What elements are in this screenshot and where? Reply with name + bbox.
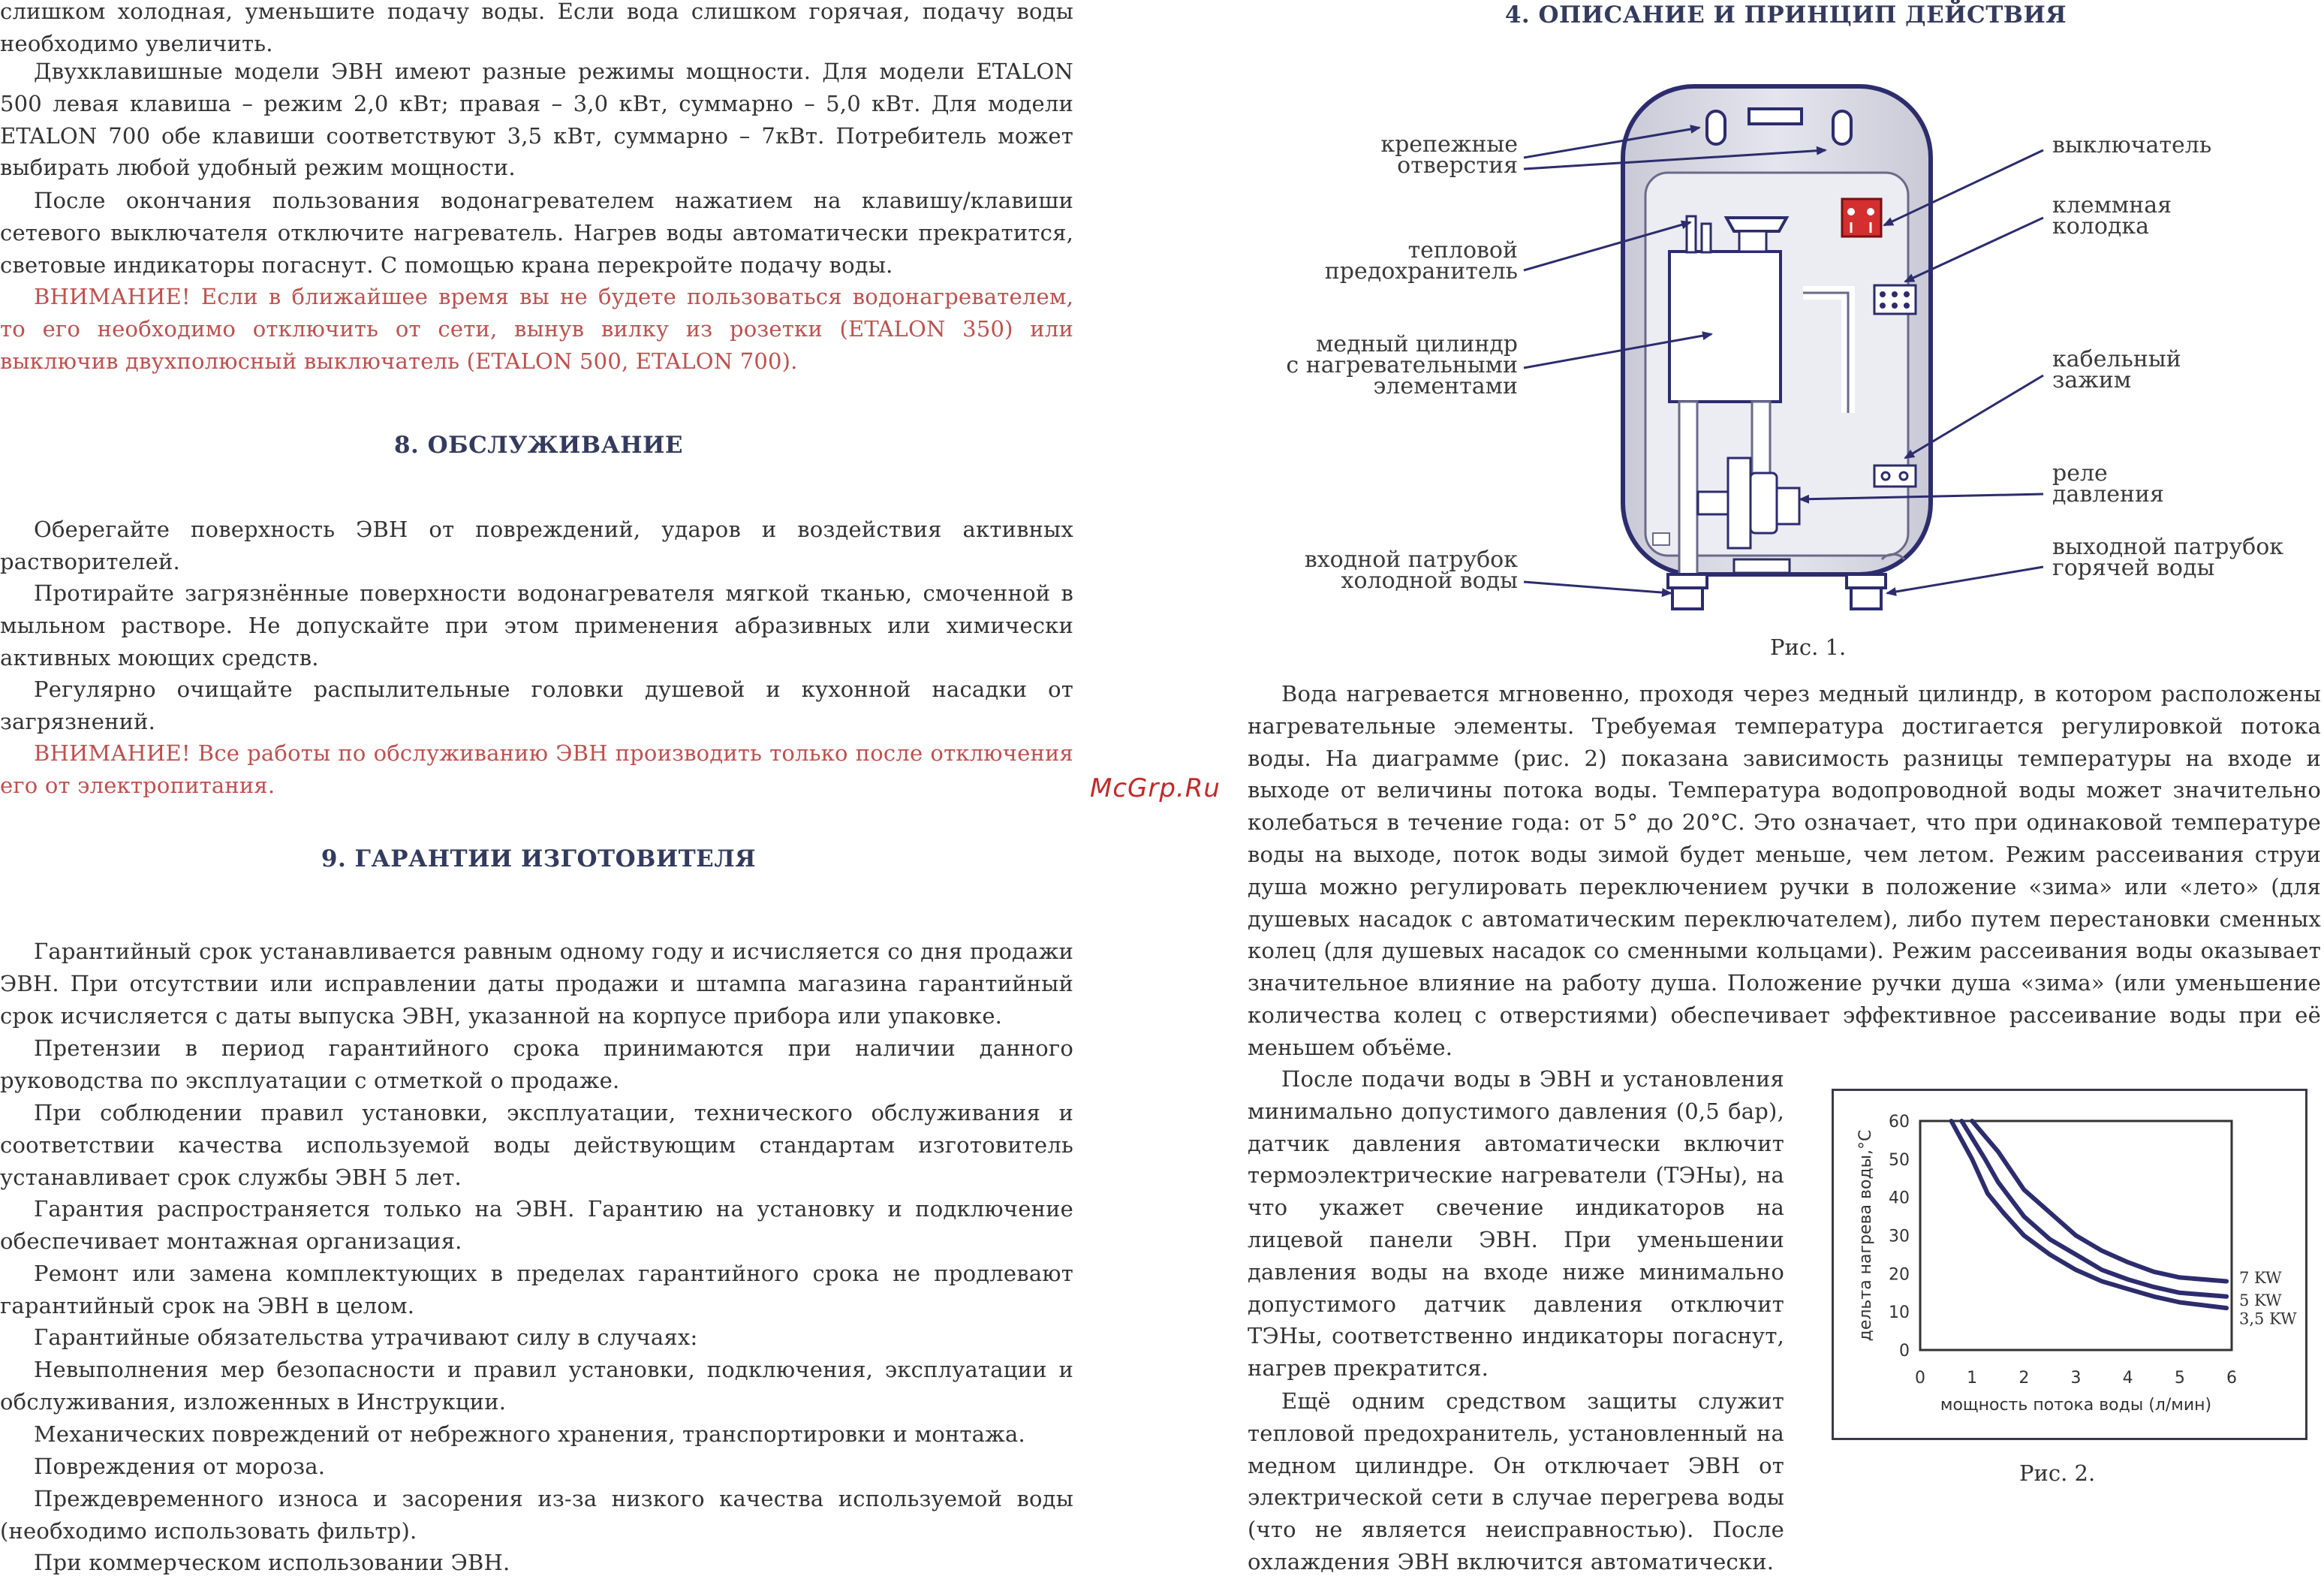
- label-outlet-1: выходной патрубок: [2052, 534, 2284, 560]
- paragraph-warranty-8: Механических повреждений от небрежного хранения, транспортировки и монтажа.: [34, 1421, 1025, 1447]
- figure-2-caption: Рис. 2.: [2019, 1460, 2096, 1486]
- label-mount-holes-2: отверстия: [1397, 152, 1518, 179]
- label-cable-2: зажим: [2052, 367, 2132, 393]
- paragraph-after-use: После окончания пользования водонагревателем нажатием на клавишу/клавиши сетевого выключателя отключите нагреватель. Нагрев воды автоматически прекратится, световые индикаторы погаснут. С помощью крана перекройте подачу воды.: [0, 188, 1073, 278]
- paragraph-warranty-1: Гарантийный срок устанавливается равным одному году и исчисляется со дня продажи ЭВН. При отсутствии или исправлении даты продажи и штампа магазина гарантийный срок исчисляется с даты выпуска ЭВН, указанной на корпусе прибора или упаковке.: [0, 939, 1073, 1029]
- paragraph-heating-principle: Вода нагревается мгновенно, проходя через медный цилиндр, в котором расположены нагревательные элементы. Требуемая температура достигается регулировкой потока воды. На диаграмме (рис. 2) показана зависимость разницы температуры на входе и выходе от величины потока воды. Температура водопроводной воды может значительно колебаться в течение года: от 5° до 20°С. Это означает, что при одинаковой температуре воды на выходе, поток воды зимой будет меньше, чем летом. Режим рассеивания струи душа можно регулировать переключением ручки в положение «зима» или «лето» (для душевых насадок с автоматическим переключателем), либо путем перестановки сменных колец (для душевых насадок со сменными кольцами). Режим рассеивания воды оказывает значительное влияние на работу душа. Положение ручки душа «зима» (или уменьшение количества колец с отверстиями) обеспечивает эффективное рассеивание воды при её меньшем объёме.: [1248, 681, 2321, 1060]
- paragraph-power-modes: Двухклавишные модели ЭВН имеют разные режимы мощности. Для модели ETALON 500 левая клавиша – режим 2,0 кВт; правая – 3,0 кВт, суммарно – 5,0 кВт. Для модели ETALON 700 обе клавиши соответствуют 3,5 кВт, суммарно – 7кВт. Потребитель может выбирать любой удобный режим мощности.: [0, 59, 1073, 181]
- y-tick-label: 50: [1889, 1150, 1910, 1170]
- label-relay-2: давления: [2052, 481, 2164, 508]
- paragraph-warranty-6: Гарантийные обязательства утрачивают силу в случаях:: [34, 1324, 698, 1350]
- paragraph-warranty-7: Невыполнения мер безопасности и правил установки, подключения, эксплуатации и обслуживания, изложенных в Инструкции.: [0, 1357, 1073, 1415]
- x-tick-label: 4: [2122, 1369, 2133, 1388]
- paragraph-warranty-9: Повреждения от мороза.: [34, 1454, 326, 1479]
- series-label: 3,5 KW: [2239, 1309, 2297, 1328]
- left-column: [0, 0, 1077, 1577]
- x-tick-label: 6: [2226, 1369, 2237, 1388]
- series-label: 5 KW: [2239, 1291, 2282, 1309]
- heading-section-9: 9. ГАРАНТИИ ИЗГОТОВИТЕЛЯ: [321, 845, 757, 872]
- paragraph-warranty-5: Ремонт или замена комплектующих в пределах гарантийного срока не продлевают гарантийный срок на ЭВН в целом.: [0, 1261, 1073, 1318]
- paragraph-maintenance-3: Регулярно очищайте распылительные головки душевой и кухонной насадки от загрязнений.: [0, 676, 1073, 734]
- y-tick-label: 40: [1889, 1189, 1910, 1208]
- x-tick-label: 1: [1967, 1369, 1978, 1388]
- figure-1-caption: Рис. 1.: [1770, 634, 1847, 660]
- y-axis-label: дельта нагрева воды,°С: [1856, 1129, 1875, 1342]
- y-tick-label: 20: [1889, 1265, 1910, 1285]
- y-tick-label: 10: [1889, 1303, 1910, 1323]
- label-terminal-1: клеммная: [2052, 192, 2172, 218]
- y-tick-label: 60: [1889, 1113, 1910, 1132]
- paragraph-warranty-3: При соблюдении правил установки, эксплуатации, технического обслуживания и соответствии качества используемой воды действующим стандартам изготовитель устанавливает срок службы ЭВН 5 лет.: [0, 1100, 1073, 1190]
- power-switch: [1842, 199, 1881, 237]
- paragraph-thermal-fuse: Ещё одним средством защиты служит тепловой предохранитель, установленный на медном цилиндре. Он отключает ЭВН от электрической сети в случае перегрева воды (что не является неисправностью). После охлаждения ЭВН включится автоматически.: [1248, 1388, 1784, 1574]
- terminal-block: [1874, 285, 1916, 314]
- warning-disconnect: ВНИМАНИЕ! Если в ближайшее время вы не будете пользоваться водонагревателем, то его необходимо отключить от сети, вынув вилку из розетки (ETALON 350) или выключив двухполюсный выключатель (ETALON 500, ETALON 700).: [0, 284, 1073, 374]
- heading-section-4: 4. ОПИСАНИЕ И ПРИНЦИП ДЕЙСТВИЯ: [1504, 2, 2067, 29]
- label-copper-2: с нагревательными: [1286, 352, 1518, 378]
- label-cable-1: кабельный: [2052, 346, 2181, 372]
- warning-maintenance: ВНИМАНИЕ! Все работы по обслуживанию ЭВН производить только после отключения его от электропитания.: [0, 740, 1073, 798]
- series-label: 7 KW: [2239, 1268, 2282, 1287]
- paragraph-intro-end: слишком холодная, уменьшите подачу воды. Если вода слишком горячая, подачу воды необходимо увеличить.: [0, 0, 1073, 56]
- x-tick-label: 0: [1915, 1369, 1925, 1388]
- label-inlet-1: входной патрубок: [1304, 547, 1518, 573]
- heading-section-8: 8. ОБСЛУЖИВАНИЕ: [393, 432, 683, 459]
- watermark-mcgrp[interactable]: McGrp.Ru: [1090, 773, 1221, 803]
- label-thermal-fuse-2: предохранитель: [1324, 258, 1518, 285]
- label-mount-holes-1: крепежные: [1380, 131, 1518, 158]
- x-tick-label: 3: [2070, 1369, 2082, 1388]
- outlet-nozzle: [1847, 574, 1886, 609]
- label-relay-1: реле: [2052, 460, 2108, 487]
- y-tick-label: 0: [1899, 1342, 1910, 1361]
- paragraph-maintenance-2: Протирайте загрязнённые поверхности водонагревателя мягкой тканью, смоченной в мыльном растворе. Не допускайте при этом применения абразивных или химически активных моющих средств.: [0, 580, 1073, 670]
- x-tick-label: 2: [2018, 1369, 2030, 1388]
- label-copper-1: медный цилиндр: [1316, 331, 1518, 357]
- label-switch: выключатель: [2052, 132, 2212, 158]
- figure-1-heater-diagram: [1248, 68, 2324, 623]
- x-tick-label: 5: [2174, 1369, 2185, 1388]
- label-thermal-fuse-1: тепловой: [1407, 237, 1518, 264]
- label-inlet-2: холодной воды: [1341, 568, 1518, 594]
- paragraph-warranty-11: При коммерческом использовании ЭВН.: [34, 1550, 510, 1575]
- paragraph-warranty-2: Претензии в период гарантийного срока принимаются при наличии данного руководства по эксплуатации с отметкой о продаже.: [0, 1035, 1073, 1093]
- cable-clamp: [1874, 466, 1916, 487]
- label-terminal-2: колодка: [2052, 213, 2150, 240]
- paragraph-warranty-10: Преждевременного износа и засорения из-за низкого качества используемой воды (необходимо использовать фильтр).: [0, 1486, 1073, 1544]
- y-tick-label: 30: [1889, 1227, 1910, 1246]
- label-copper-3: элементами: [1373, 373, 1518, 399]
- paragraph-maintenance-1: Оберегайте поверхность ЭВН от повреждений, ударов и воздействия активных растворителей.: [0, 517, 1073, 574]
- label-outlet-2: горячей воды: [2052, 555, 2215, 581]
- x-axis-label: мощность потока воды (л/мин): [1940, 1396, 2212, 1415]
- inlet-nozzle: [1668, 574, 1707, 609]
- paragraph-warranty-4: Гарантия распространяется только на ЭВН. Гарантию на установку и подключение обеспечивает монтажная организация.: [0, 1196, 1073, 1254]
- paragraph-pressure-sensor: После подачи воды в ЭВН и установления минимально допустимого давления (0,5 бар), датчик давления автоматически включит термоэлектрические нагреватели (ТЭНы), на что укажет свечение индикаторов на лицевой панели ЭВН. При уменьшении давления воды на входе ниже минимально допустимого датчик давления отключит ТЭНы, соответственно индикаторы погаснут, нагрев прекратится.: [1248, 1066, 1784, 1382]
- copper-cylinder: [1669, 252, 1781, 402]
- figure-2-chart: [1832, 1089, 2307, 1440]
